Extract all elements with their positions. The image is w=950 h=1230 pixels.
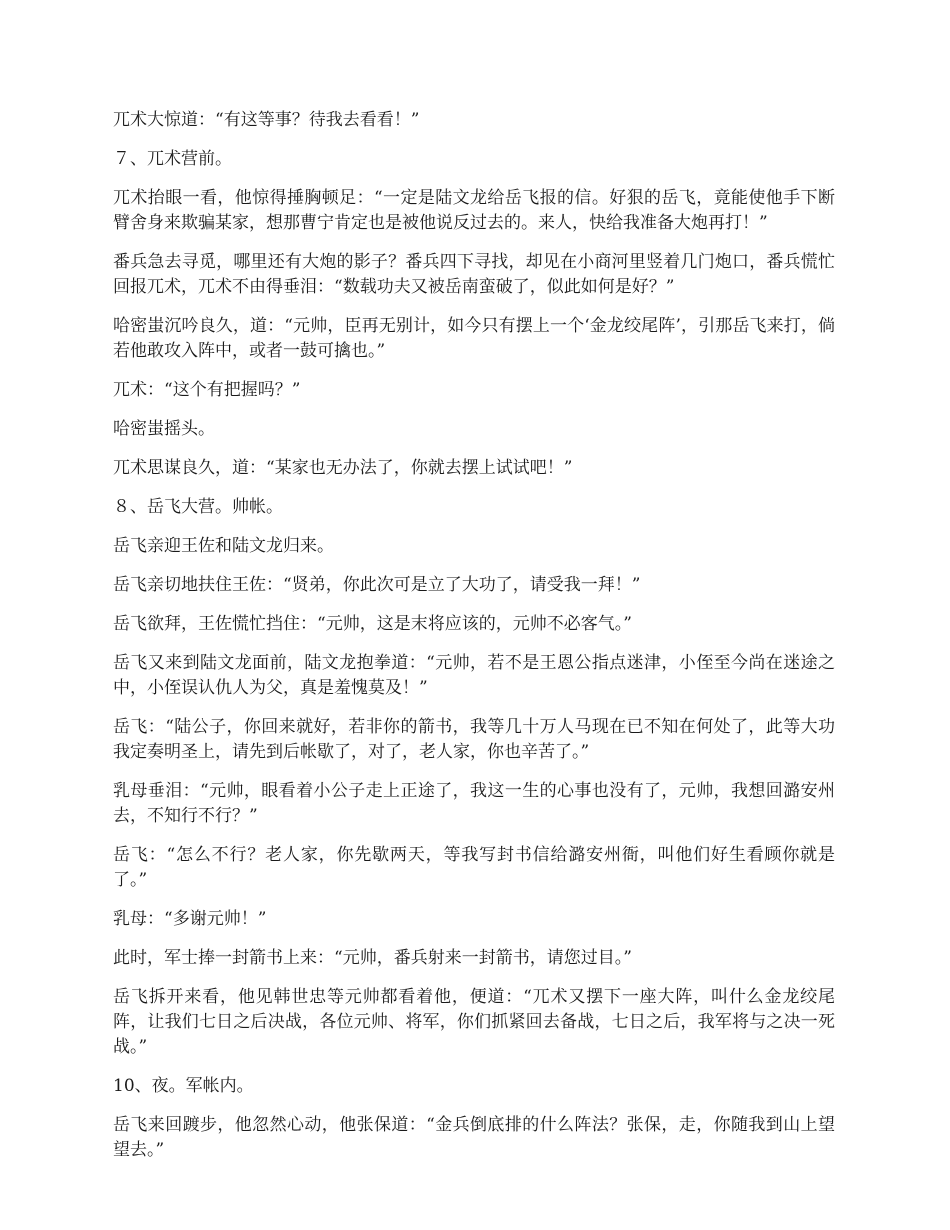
- paragraph: 兀术：“这个有把握吗？”: [113, 380, 301, 400]
- paragraph: 兀术思谋良久，道：“某家也无办法了，你就去摆上试试吧！”: [113, 458, 573, 478]
- paragraph: 番兵急去寻觅，哪里还有大炮的影子？番兵四下寻找，却见在小商河里竖着几门炮口，番兵慌忙回报兀术，兀术不由得垂泪：“数载功夫又被岳南蛮破了，似此如何是好？”: [113, 252, 835, 297]
- paragraph: 岳飞：“陆公子，你回来就好，若非你的箭书，我等几十万人马现在已不知在何处了，此等大功我定奏明圣上，请先到后帐歇了，对了，老人家，你也辛苦了。”: [113, 717, 835, 762]
- paragraph: 乳母：“多谢元帅！”: [113, 909, 267, 929]
- section-heading: ８、岳飞大营。帅帐。: [113, 497, 283, 517]
- paragraph: 哈密蚩摇头。: [113, 419, 215, 439]
- paragraph: 岳飞：“怎么不行？老人家，你先歇两天，等我写封书信给潞安州衙，叫他们好生看顾你就是了。”: [113, 845, 835, 890]
- paragraph: 岳飞欲拜，王佐慌忙挡住：“元帅，这是末将应该的，元帅不必客气。”: [113, 614, 632, 634]
- paragraph: 岳飞来回踱步，他忽然心动，他张保道：“金兵倒底排的什么阵法？张保，走，你随我到山上望望去。”: [113, 1115, 835, 1160]
- section-heading: 10、夜。军帐内。: [113, 1076, 254, 1096]
- paragraph: 乳母垂泪：“元帅，眼看着小公子走上正途了，我这一生的心事也没有了，元帅，我想回潞安州去，不知行不行？”: [113, 781, 835, 826]
- paragraph: 兀术大惊道：“有这等事？待我去看看！”: [113, 110, 420, 130]
- paragraph: 岳飞亲切地扶住王佐：“贤弟，你此次可是立了大功了，请受我一拜！”: [113, 575, 641, 595]
- document-body: [113, 108, 835, 1177]
- section-heading: ７、兀术营前。: [113, 149, 232, 169]
- paragraph: 兀术抬眼一看，他惊得捶胸顿足：“一定是陆文龙给岳飞报的信。好狠的岳飞，竟能使他手下断臂舍身来欺骗某家，想那曹宁肯定也是被他说反过去的。来人，快给我准备大炮再打！”: [113, 188, 835, 233]
- paragraph: 岳飞又来到陆文龙面前，陆文龙抱拳道：“元帅，若不是王恩公指点迷津，小侄至今尚在迷途之中，小侄误认仇人为父，真是羞愧莫及！”: [113, 653, 835, 698]
- paragraph: 岳飞拆开来看，他见韩世忠等元帅都看着他，便道：“兀术又摆下一座大阵，叫什么金龙绞尾阵，让我们七日之后决战，各位元帅、将军，你们抓紧回去备战，七日之后，我军将与之决一死战。”: [113, 987, 835, 1057]
- paragraph: 岳飞亲迎王佐和陆文龙归来。: [113, 536, 334, 556]
- paragraph: 此时，军士捧一封箭书上来：“元帅，番兵射来一封箭书，请您过目。”: [113, 948, 632, 968]
- paragraph: 哈密蚩沉吟良久，道：“元帅，臣再无别计，如今只有摆上一个‘金龙绞尾阵’，引那岳飞来打，倘若他敢攻入阵中，或者一鼓可擒也。”: [113, 316, 835, 361]
